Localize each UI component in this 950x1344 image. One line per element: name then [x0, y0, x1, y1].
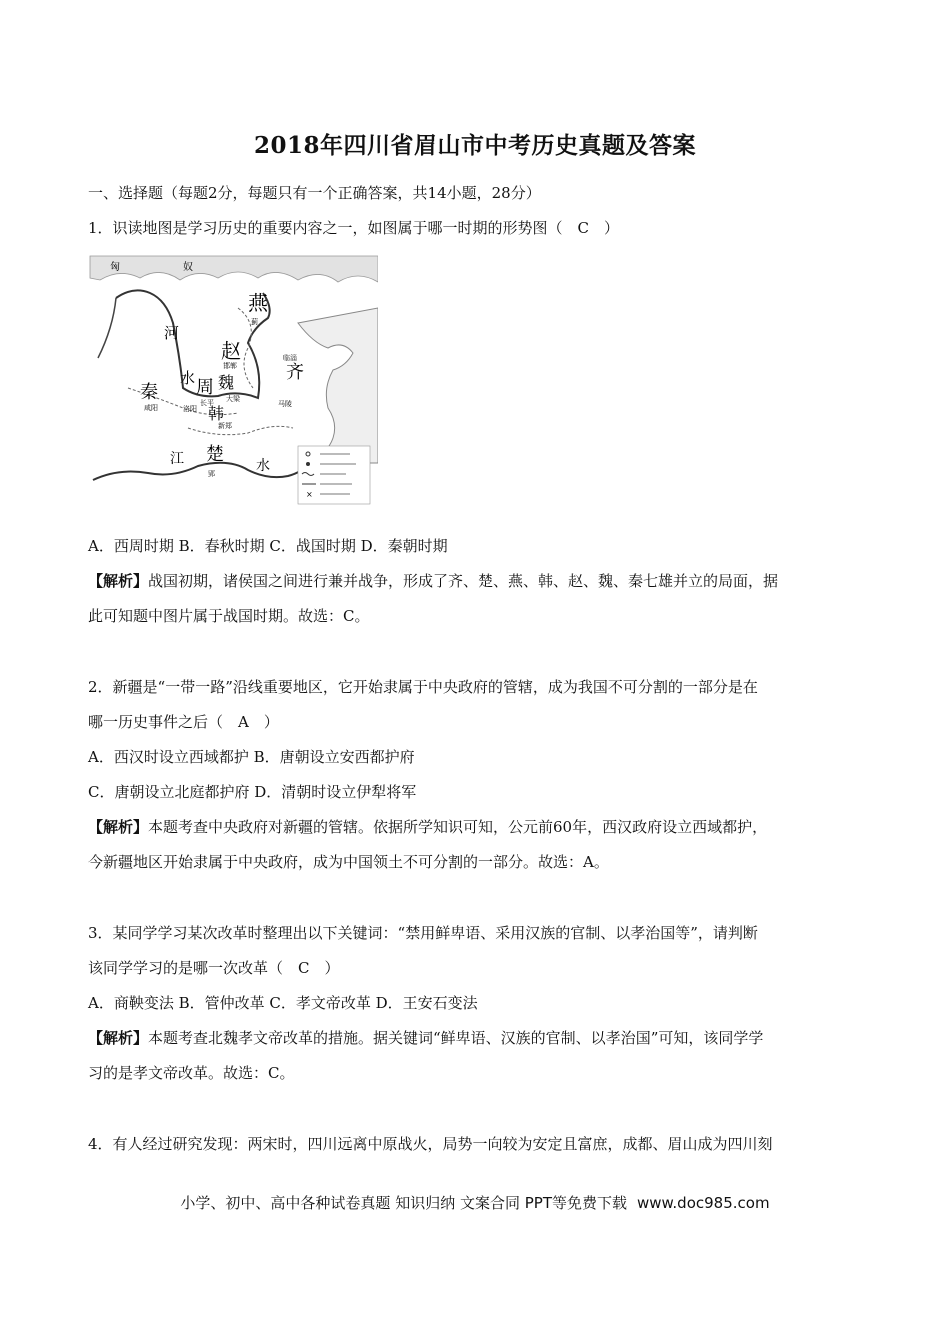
question-2-analysis-line-2: 今新疆地区开始隶属于中央政府，成为中国领土不可分割的一部分。故选：A。 — [88, 853, 609, 871]
page-title: 2018年四川省眉山市中考历史真题及答案 — [253, 132, 696, 159]
section-heading: 一、选择题（每题2分，每题只有一个正确答案，共14小题，28分） — [88, 184, 541, 202]
map-label-ji: 蓟 — [251, 318, 258, 326]
map-label-shui-1: 水 — [180, 369, 196, 387]
map-label-yan: 燕 — [248, 291, 268, 315]
map-label-maling: 马陵 — [278, 400, 292, 408]
question-1-options: A．西周时期 B．春秋时期 C．战国时期 D．秦朝时期 — [88, 537, 448, 555]
map-label-zhao: 赵 — [221, 339, 241, 363]
question-4-stem-1: 4．有人经过研究发现：两宋时，四川远离中原战火，局势一向较为安定且富庶，成都、眉山成为四川刻 — [88, 1135, 773, 1153]
question-2-options-2: C．唐朝设立北庭都护府 D．清朝时设立伊犁将军 — [88, 783, 417, 801]
question-3-analysis-line-2: 习的是孝文帝改革。故选：C。 — [88, 1064, 295, 1082]
map-label-chu: 楚 — [206, 444, 224, 465]
question-3-analysis-tag: 【解析】 — [88, 1029, 149, 1047]
question-2-stem-2: 哪一历史事件之后（ A ） — [88, 713, 279, 731]
map-label-xiongnu-2: 奴 — [183, 262, 193, 273]
map-label-zhou: 周 — [196, 377, 214, 398]
map-label-linzi: 临淄 — [283, 354, 297, 362]
footer-text: 小学、初中、高中各种试卷真题 知识归纳 文案合同 PPT等免费下载 — [180, 1194, 627, 1212]
question-3-stem-2: 该同学学习的是哪一次改革（ C ） — [88, 959, 340, 977]
svg-text:×: × — [306, 490, 313, 499]
map-label-shui-2: 水 — [256, 458, 270, 474]
question-3-analysis-line-1: 本题考查北魏孝文帝改革的措施。据关键词“鲜卑语、汉族的官制、以孝治国”可知，该同学学 — [148, 1029, 764, 1047]
map-label-han: 韩 — [208, 404, 225, 423]
map-label-he: 河 — [164, 324, 180, 342]
question-1-stem: 1．识读地图是学习历史的重要内容之一，如图属于哪一时期的形势图（ C ） — [88, 219, 620, 237]
map-label-handan: 邯郸 — [223, 362, 237, 370]
warring-states-map — [88, 248, 378, 510]
map-label-xianyang: 咸阳 — [144, 404, 158, 412]
question-3-stem-1: 3．某同学学习某次改革时整理出以下关键词：“禁用鲜卑语、采用汉族的官制、以孝治国等”，请判断 — [88, 924, 758, 942]
map-label-wei: 魏 — [218, 373, 235, 392]
question-2-analysis-line-1: 本题考查中央政府对新疆的管辖。依据所学知识可知，公元前60年，西汉政府设立西域都护， — [148, 818, 768, 836]
question-3-options: A．商鞅变法 B．管仲改革 C．孝文帝改革 D．王安石变法 — [88, 994, 478, 1012]
map-label-jiang: 江 — [170, 451, 184, 467]
map-label-qi: 齐 — [286, 362, 304, 383]
map-label-xiongnu-1: 匈 — [110, 262, 120, 273]
map-label-daliang: 大梁 — [226, 395, 240, 403]
map-label-xinzheng: 新郑 — [218, 422, 232, 430]
question-2-stem-1: 2．新疆是“一带一路”沿线重要地区，它开始隶属于中央政府的管辖，成为我国不可分割的一部分是在 — [88, 678, 758, 696]
question-2-options-1: A．西汉时设立西域都护 B．唐朝设立安西都护府 — [88, 748, 415, 766]
page-footer — [0, 1192, 950, 1213]
map-label-changping: 长平 — [200, 399, 214, 407]
question-2-analysis-tag: 【解析】 — [88, 818, 149, 836]
map-label-luoyang: 洛阳 — [183, 405, 197, 413]
map-label-qin: 秦 — [140, 382, 158, 403]
footer-url[interactable]: www.doc985.com — [636, 1194, 770, 1212]
question-1-analysis-line-2: 此可知题中图片属于战国时期。故选：C。 — [88, 607, 370, 625]
question-1-analysis-line-1: 战国初期，诸侯国之间进行兼并战争，形成了齐、楚、燕、韩、赵、魏、秦七雄并立的局面，据 — [148, 572, 779, 590]
question-1-analysis-tag: 【解析】 — [88, 572, 149, 590]
map-label-ying: 郢 — [208, 470, 215, 478]
